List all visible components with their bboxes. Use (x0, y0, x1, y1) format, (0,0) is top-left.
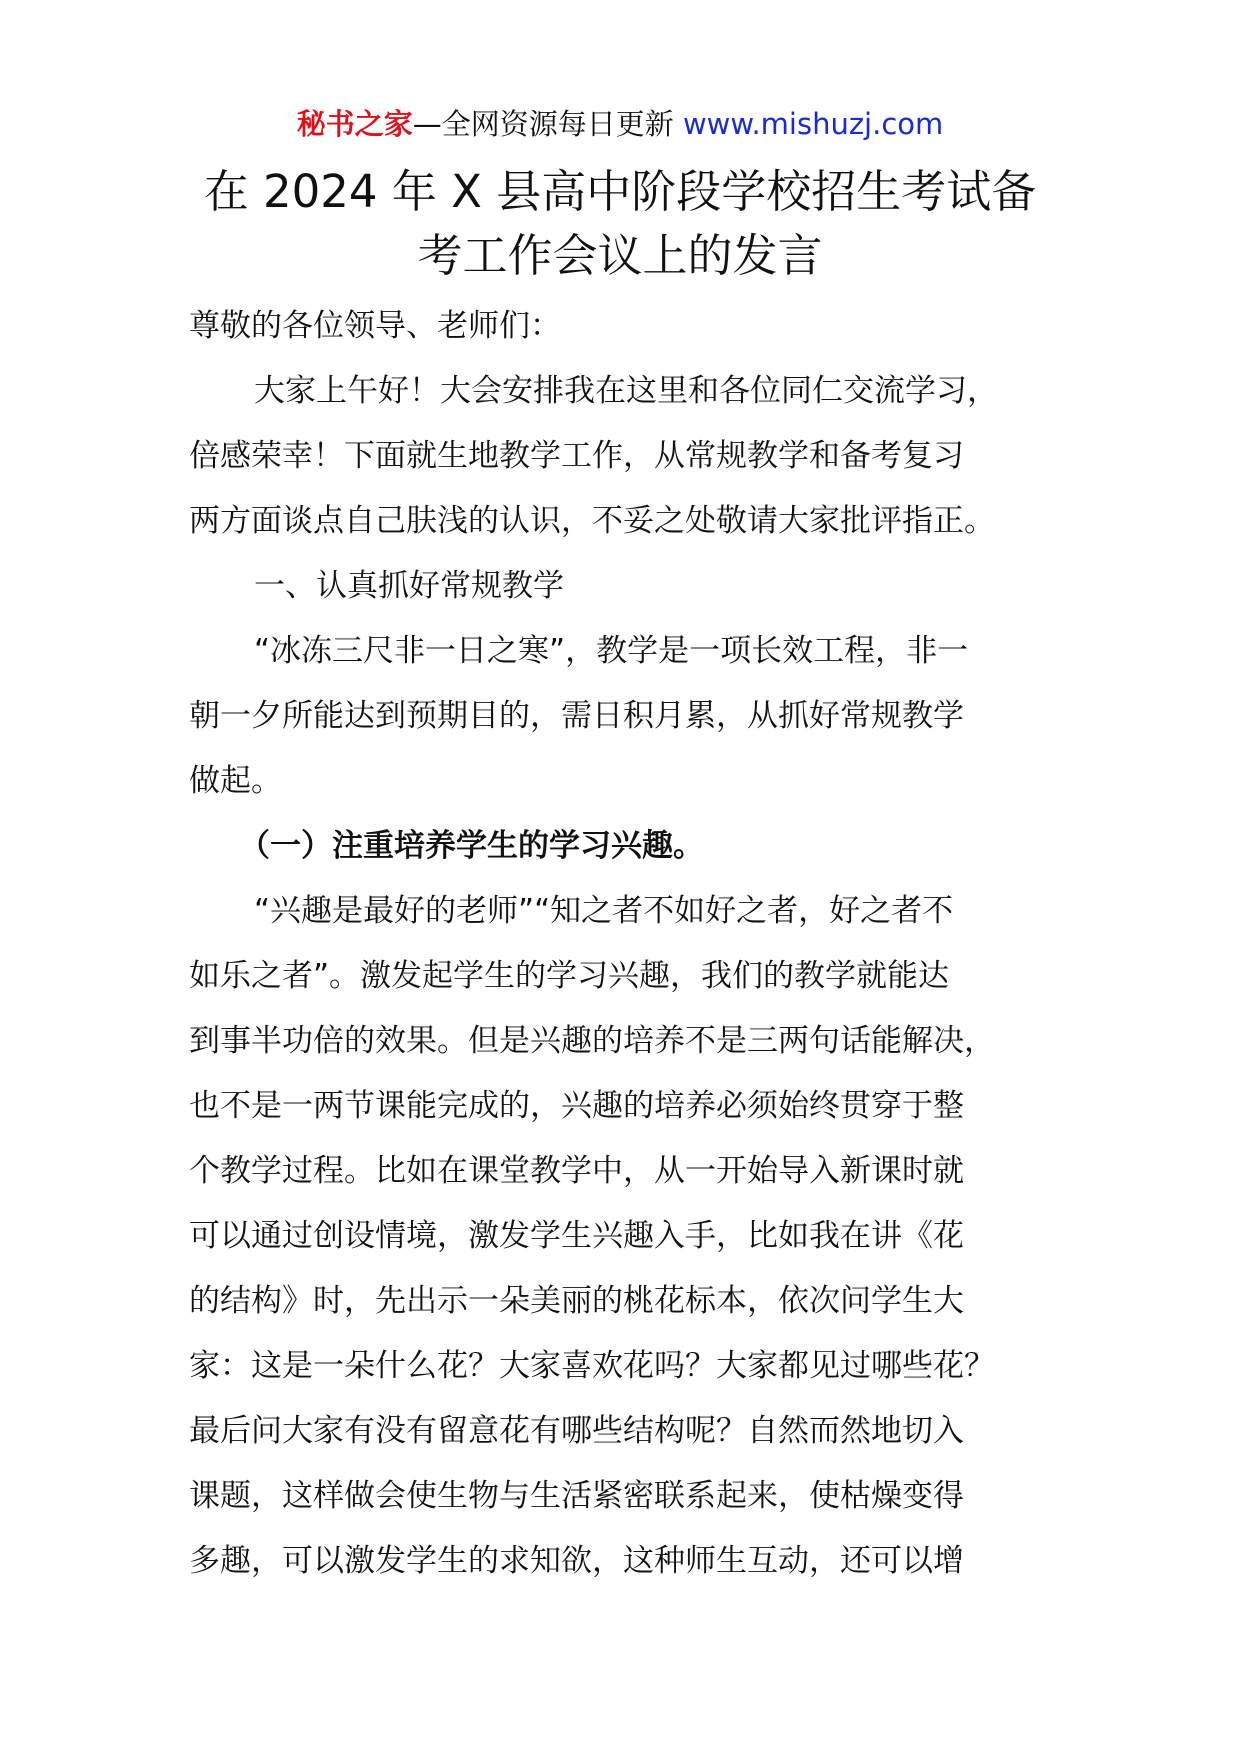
text-line: 最后问大家有没有留意花有哪些结构呢？自然而然地切入 (189, 1413, 964, 1449)
text-line: 倍感荣幸！下面就生地教学工作，从常规教学和备考复习 (189, 438, 964, 474)
header-tagline: —全网资源每日更新 (412, 107, 674, 141)
text-line: 朝一夕所能达到预期目的，需日积月累，从抓好常规教学 (189, 698, 964, 734)
paragraph-interest (189, 879, 1069, 1594)
paragraph-opening (189, 359, 1069, 554)
text-line: 个教学过程。比如在课堂教学中，从一开始导入新课时就 (189, 1153, 964, 1189)
title-line-2: 考工作会议上的发言 (417, 229, 823, 282)
text-line: 也不是一两节课能完成的，兴趣的培养必须始终贯穿于整 (189, 1088, 964, 1124)
site-url-link[interactable]: www.mishuzj.com (682, 107, 944, 141)
text-line: 如乐之者”。激发起学生的学习兴趣，我们的教学就能达 (189, 958, 950, 994)
site-header (0, 104, 1240, 144)
document-title (150, 160, 1090, 288)
title-line-1: 在 2024 年 X 县高中阶段学校招生考试备 (203, 165, 1037, 218)
document-body (189, 294, 1069, 1594)
brand-name: 秘书之家 (296, 107, 413, 141)
salutation: 尊敬的各位领导、老师们： (189, 308, 561, 344)
text-line: 做起。 (189, 763, 282, 799)
text-line: 大家上午好！大会安排我在这里和各位同仁交流学习， (254, 373, 998, 409)
paragraph-routine-teaching (189, 619, 1069, 814)
text-line: 可以通过创设情境，激发学生兴趣入手，比如我在讲《花 (189, 1218, 964, 1254)
section-heading-1: 一、认真抓好常规教学 (254, 568, 564, 604)
text-line: “兴趣是最好的老师”“知之者不如好之者，好之者不 (254, 893, 954, 929)
text-line: “冰冻三尺非一日之寒”，教学是一项长效工程，非一 (254, 633, 969, 669)
text-line: 的结构》时，先出示一朵美丽的桃花标本，依次问学生大 (189, 1283, 964, 1319)
text-line: 两方面谈点自己肤浅的认识，不妥之处敬请大家批评指正。 (189, 503, 995, 539)
text-line: 多趣，可以激发学生的求知欲，这种师生互动，还可以增 (189, 1543, 964, 1579)
text-line: 家：这是一朵什么花？大家喜欢花吗？大家都见过哪些花？ (189, 1348, 995, 1384)
subsection-heading-1: （一）注重培养学生的学习兴趣。 (239, 828, 704, 864)
text-line: 课题，这样做会使生物与生活紧密联系起来，使枯燥变得 (189, 1478, 964, 1514)
text-line: 到事半功倍的效果。但是兴趣的培养不是三两句话能解决， (189, 1023, 995, 1059)
